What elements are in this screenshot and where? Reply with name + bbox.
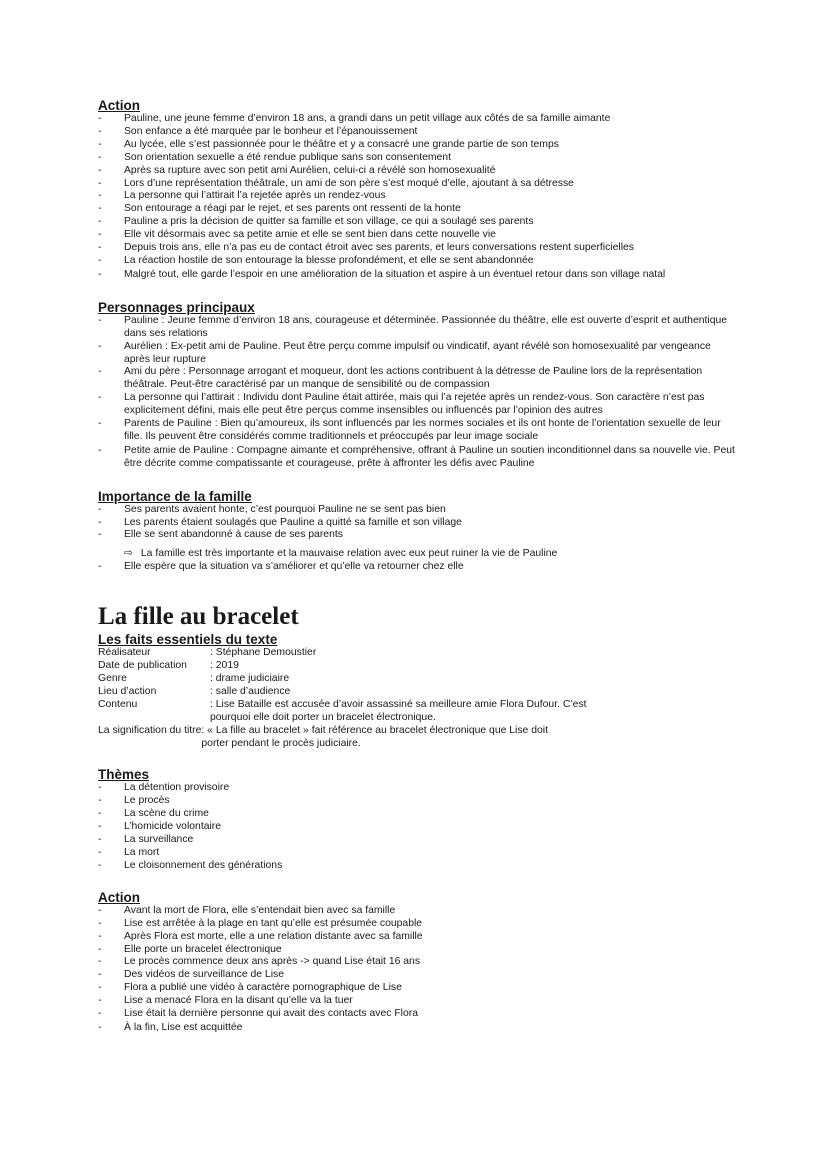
list-item: - Petite amie de Pauline : Compagne aimante et compréhensive, offrant à Pauline un soutien inconditionnel dans sa nouvelle vie. Peut être décrite comme compatissante et courageuse, prête à affronter les défis avec Pauline: [98, 445, 738, 471]
list-item: - La détention provisoire: [98, 782, 738, 795]
list-item: - Au lycée, elle s’est passionnée pour le théâtre et y a consacré une grande partie de son temps: [98, 139, 738, 152]
list-item: - Ses parents avaient honte, c’est pourquoi Pauline ne se sent pas bien: [98, 504, 738, 517]
list-item: - La personne qui l’attirait l’a rejetée après un rendez-vous: [98, 190, 738, 203]
list-item: - Malgré tout, elle garde l’espoir en une amélioration de la situation et aspire à un éventuel retour dans son village natal: [98, 269, 738, 282]
facts-table: [98, 647, 602, 724]
list-item: - Elle se sent abandonné à cause de ses parents: [98, 529, 738, 542]
book-title: La fille au bracelet: [98, 603, 299, 631]
fact-row: [98, 686, 602, 699]
list-item: - L’homicide volontaire: [98, 821, 738, 834]
list-item: - Pauline a pris la décision de quitter sa famille et son village, ce qui a soulagé ses parents: [98, 216, 738, 229]
list-item: - Son orientation sexuelle a été rendue publique sans son consentement: [98, 152, 738, 165]
section-heading-action: Action: [98, 98, 140, 113]
fact-value: : salle d’audience: [210, 685, 291, 697]
list-item: - Le cloisonnement des générations: [98, 860, 738, 873]
list-item: - Flora a publié une vidéo à caractère pornographique de Lise: [98, 982, 738, 995]
list-item: - Parents de Pauline : Bien qu’amoureux, ils sont influencés par les normes sociales et ils ont honte de l’orientation sexuelle de leur fille. Ils peuvent être considérés comme traditionnels et préoccupés par leur image sociale: [98, 418, 738, 444]
list-item: - Après sa rupture avec son petit ami Aurélien, celui-ci a révélé son homosexualité: [98, 165, 738, 178]
fact-key: Date de publication: [98, 660, 187, 672]
conclusion-text: La famille est très importante et la mauvaise relation avec eux peut ruiner la vie de Pauline: [140, 548, 558, 560]
list-item: - À la fin, Lise est acquittée: [98, 1022, 738, 1035]
list-item: - Des vidéos de surveillance de Lise: [98, 969, 738, 982]
arrow-icon: ⇨: [124, 548, 133, 560]
list-item: - Depuis trois ans, elle n’a pas eu de contact étroit avec ses parents, et leurs conversations restent superficielles: [98, 242, 738, 255]
fact-key: Réalisateur: [98, 647, 151, 659]
list-item: - Lise a menacé Flora en la disant qu’elle va la tuer: [98, 995, 738, 1008]
fact-value: : Stéphane Demoustier: [210, 647, 317, 659]
list-item: - La personne qui l’attirait : Individu dont Pauline était attirée, mais qui l’a rejetée après un rendez-vous. Son caractère n’est pas explicitement défini, mais elle peut être perçus comme insensibles ou influencés par l’opinion des autres: [98, 392, 738, 418]
fact-value: : 2019: [210, 660, 239, 672]
list-item: - Lise est arrêtée à la plage en tant qu’elle est présumée coupable: [98, 918, 738, 931]
section-heading-characters: Personnages principaux: [98, 299, 255, 315]
fact-row: [98, 647, 602, 660]
list-item: - Après Flora est morte, elle a une relation distante avec sa famille: [98, 931, 738, 944]
list-item: - Pauline, une jeune femme d’environ 18 ans, a grandi dans un petit village aux côtés de sa famille aimante: [98, 113, 738, 126]
list-item: - Son entourage a réagi par le rejet, et ses parents ont ressenti de la honte: [98, 203, 738, 216]
fact-row: [98, 673, 602, 686]
fact-value: : Lise Bataille est accusée d’avoir assassiné sa meilleure amie Flora Dufour. C’est pourquoi elle doit porter un bracelet électronique.: [210, 698, 587, 723]
list-item: - Aurélien : Ex-petit ami de Pauline. Peut être perçu comme impulsif ou vindicatif, ayant révélé son homosexualité par vengeance après leur rupture: [98, 341, 738, 367]
list-item: - Lors d’une représentation théâtrale, un ami de son père s’est moqué d’elle, ajoutant à sa détresse: [98, 178, 738, 191]
fact-key: Contenu: [98, 698, 138, 710]
list-item: - Pauline : Jeune femme d’environ 18 ans, courageuse et déterminée. Passionnée du théâtre, elle est ouverte d’esprit et authentique dans ses relations: [98, 315, 738, 341]
fact-value: : drame judiciaire: [210, 673, 290, 684]
section-heading-themes: Thèmes: [98, 767, 150, 783]
fact-row: [98, 725, 576, 751]
list-item: - La réaction hostile de son entourage la blesse profondément, et elle se sent abandonnée: [98, 255, 738, 268]
list-item: - Elle espère que la situation va s’améliorer et qu’elle va retourner chez elle: [98, 561, 738, 574]
themes-list: [98, 782, 738, 872]
fact-key: Genre: [98, 673, 127, 684]
list-item: - Le procès commence deux ans après -> quand Lise était 16 ans: [98, 956, 738, 969]
section-heading-action-2: Action: [98, 889, 140, 905]
title-meaning-table: [98, 725, 576, 751]
list-item: - La mort: [98, 847, 738, 860]
conclusion-line: [98, 548, 738, 561]
action-list: [98, 113, 738, 282]
list-item: - Le procès: [98, 795, 738, 808]
list-item: - Ami du père : Personnage arrogant et moqueur, dont les actions contribuent à la détresse de Pauline lors de la représentation théâtrale. Peut-être caractérisé par un manque de sensibilité ou de compassion: [98, 366, 738, 392]
list-item: - Avant la mort de Flora, elle s’entendait bien avec sa famille: [98, 905, 738, 918]
list-item: - La surveillance: [98, 834, 738, 847]
family-list-last: [98, 561, 738, 574]
document-page: [98, 98, 738, 1035]
action-list-2: [98, 905, 738, 1035]
list-item: - Les parents étaient soulagés que Pauline a quitté sa famille et son village: [98, 517, 738, 530]
list-item: - La scène du crime: [98, 808, 738, 821]
list-item: - Son enfance a été marquée par le bonheur et l’épanouissement: [98, 126, 738, 139]
facts-heading: Les faits essentiels du texte: [98, 632, 278, 648]
characters-list: [98, 315, 738, 471]
fact-key: La signification du titre: [98, 724, 202, 736]
list-item: - Elle porte un bracelet électronique: [98, 944, 738, 957]
list-item: - Lise était la dernière personne qui avait des contacts avec Flora: [98, 1008, 738, 1021]
fact-value: : « La fille au bracelet » fait référence au bracelet électronique que Lise doit porter pendant le procès judiciaire.: [201, 724, 548, 749]
section-heading-family: Importance de la famille: [98, 488, 252, 504]
fact-row: [98, 699, 602, 725]
family-list: [98, 504, 738, 543]
fact-key: Lieu d’action: [98, 685, 157, 697]
list-item: - Elle vit désormais avec sa petite amie et elle se sent bien dans cette nouvelle vie: [98, 229, 738, 242]
fact-row: [98, 660, 602, 673]
